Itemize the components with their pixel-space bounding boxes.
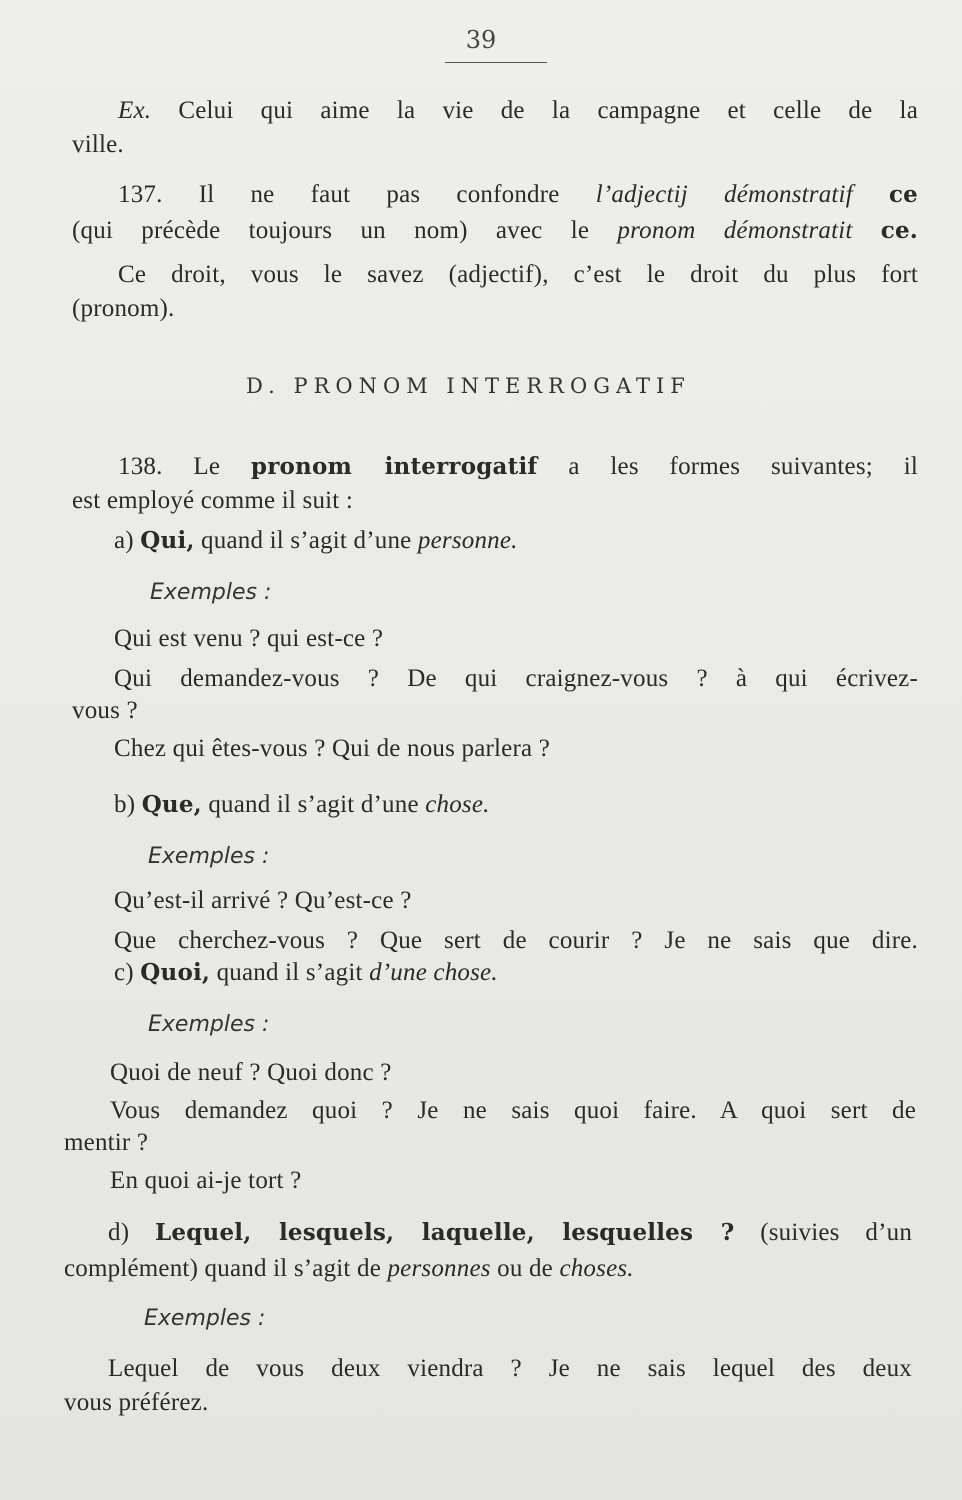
- para-137-number: 137.: [118, 181, 163, 208]
- item-a-line: [114, 526, 518, 556]
- item-a-bold: Qui,: [140, 527, 195, 554]
- item-b-italic: chose.: [425, 791, 490, 818]
- item-d-italic-1: personnes: [387, 1255, 491, 1282]
- item-a-example-4: Chez qui êtes-vous ? Qui de nous parlera ?: [114, 735, 551, 762]
- item-b-line: [114, 790, 490, 820]
- item-c-bold: Quoi,: [140, 959, 211, 986]
- para-137-line-3: Ce droit, vous le savez (adjectif), c’est le droit du plus fort: [118, 261, 918, 288]
- para-137-italic: l’adjectij démonstratif: [595, 181, 853, 208]
- ex-text: Celui qui aime la vie de la campagne et celle de la: [178, 97, 918, 124]
- item-c-example-2: Vous demandez quoi ? Je ne sais quoi faire. A quoi sert de: [110, 1097, 916, 1124]
- page-number: 39: [465, 26, 497, 54]
- para-137-line-1: [118, 180, 918, 210]
- para-137-line-4: (pronom).: [72, 295, 175, 322]
- item-b-text: quand il s’agit d’une: [208, 791, 419, 818]
- para-137-text-2: (qui précède toujours un nom) avec le: [72, 217, 590, 244]
- item-a-label: a): [114, 527, 134, 554]
- para-138-number: 138.: [118, 453, 163, 480]
- para-138-text-b: a les formes suivantes; il: [568, 453, 919, 480]
- item-c-example-4: En quoi ai-je tort ?: [110, 1167, 302, 1194]
- item-c-exemples: Exemples :: [148, 1012, 270, 1037]
- ex-label: Ex.: [118, 97, 152, 124]
- item-d-example-1: Lequel de vous deux viendra ? Je ne sais lequel des deux: [108, 1355, 912, 1382]
- item-c-label: c): [114, 959, 134, 986]
- item-a-text: quand il s’agit d’une: [201, 527, 412, 554]
- section-heading: D. PRONOM INTERROGATIF: [246, 374, 691, 398]
- item-d-exemples: Exemples :: [144, 1306, 266, 1331]
- item-c-example-3: mentir ?: [64, 1129, 149, 1156]
- para-137-bold-2: ce.: [880, 217, 919, 244]
- item-d-label: d): [108, 1219, 130, 1246]
- item-d-text-2: complément) quand il s’agit de: [64, 1255, 382, 1282]
- para-137-italic-2: pronom démonstratit: [617, 217, 853, 244]
- example-line-1: [118, 96, 918, 126]
- item-a-example-3: vous ?: [72, 697, 138, 724]
- item-a-exemples: Exemples :: [150, 580, 272, 605]
- item-b-example-2: Que cherchez-vous ? Que sert de courir ? Je ne sais que dire.: [114, 927, 918, 954]
- para-137-text: Il ne faut pas confondre: [198, 181, 560, 208]
- item-b-exemples: Exemples :: [148, 844, 270, 869]
- item-b-example-1: Qu’est-il arrivé ? Qu’est-ce ?: [114, 887, 412, 914]
- para-138-bold: pronom interrogatif: [250, 453, 538, 480]
- para-138-line-1: [118, 452, 918, 482]
- item-d-text-mid: ou de: [497, 1255, 553, 1282]
- para-138-text: Le: [193, 453, 221, 480]
- item-d-example-2: vous préférez.: [64, 1389, 209, 1416]
- item-a-italic: personne.: [417, 527, 518, 554]
- item-d-line-2: [64, 1254, 634, 1284]
- item-d-italic-2: choses.: [559, 1255, 634, 1282]
- example-line-2: ville.: [72, 131, 124, 158]
- item-b-bold: Que,: [141, 791, 202, 818]
- item-a-example-2: Qui demandez-vous ? De qui craignez-vous ? à qui écrivez-: [114, 665, 918, 692]
- item-c-example-1: Quoi de neuf ? Quoi donc ?: [110, 1059, 392, 1086]
- page-number-rule: [445, 62, 547, 63]
- item-d-line-1: [108, 1218, 912, 1248]
- item-b-label: b): [114, 791, 136, 818]
- item-c-line: [114, 958, 498, 988]
- para-137-line-2: [72, 216, 918, 246]
- para-138-line-2: est employé comme il suit :: [72, 487, 354, 514]
- item-d-bold: Lequel, lesquels, laquelle, lesquelles ?: [155, 1219, 735, 1246]
- item-d-text: (suivies d’un: [760, 1219, 913, 1246]
- item-a-example-1: Qui est venu ? qui est-ce ?: [114, 625, 384, 652]
- item-c-text: quand il s’agit: [216, 959, 363, 986]
- para-137-bold: ce: [888, 181, 919, 208]
- item-c-italic: d’une chose.: [369, 959, 498, 986]
